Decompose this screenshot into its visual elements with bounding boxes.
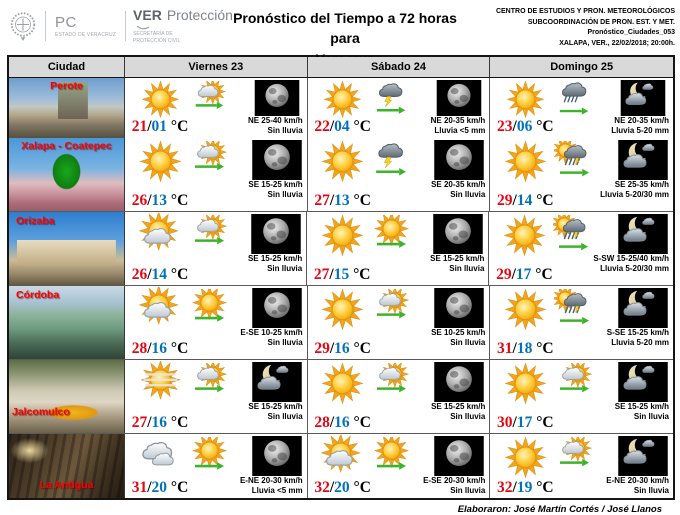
- forecast-cell: [308, 360, 491, 433]
- night-weather-icon: [617, 362, 669, 402]
- forecast-cell: [125, 212, 307, 285]
- morning-weather-icon: [504, 139, 547, 182]
- night-weather-icon: [251, 362, 303, 402]
- morning-weather-icon: [321, 361, 364, 404]
- morning-weather-icon: [321, 287, 364, 330]
- afternoon-weather-icon: [371, 141, 412, 182]
- divider: [125, 11, 126, 41]
- temperature: 28/16 °C: [131, 339, 189, 357]
- forecast-cell: [308, 138, 491, 211]
- ver-logo-subtitle-2: PROTECCIÓN CIVIL: [133, 37, 181, 44]
- city-label: Jalcomulco: [12, 406, 70, 418]
- afternoon-weather-icon: [371, 289, 412, 330]
- rain-forecast: Sin lluvia: [633, 486, 669, 496]
- morning-weather-icon: [139, 361, 182, 404]
- forecast-cell: [308, 434, 491, 498]
- rain-forecast: Sin lluvia: [450, 190, 486, 200]
- morning-weather-icon: [139, 435, 182, 478]
- rain-forecast: Lluvia <5 mm: [434, 126, 486, 136]
- city-cell-xalapa-coatepec: [9, 138, 125, 211]
- afternoon-weather-icon: [189, 363, 230, 404]
- temperature: 26/13 °C: [131, 191, 189, 209]
- temperature: 31/18 °C: [497, 339, 554, 357]
- night-weather-icon: [251, 436, 303, 476]
- afternoon-weather-icon: [372, 81, 411, 120]
- rain-forecast: Sin lluvia: [267, 126, 303, 136]
- forecast-cell: [490, 434, 673, 498]
- city-cell-la-antigua: [9, 434, 125, 498]
- afternoon-weather-icon: [554, 289, 595, 330]
- afternoon-weather-icon: [189, 289, 230, 330]
- org-line-4: XALAPA, VER., 22/02/2018; 20:00h.: [559, 39, 675, 47]
- table-row: [9, 138, 673, 212]
- table-row: [9, 212, 673, 286]
- morning-weather-icon: [321, 213, 364, 256]
- city-label: Xalapa - Coatepec: [21, 140, 112, 152]
- rain-forecast: Sin lluvia: [633, 412, 669, 422]
- forecast-cell: [125, 360, 308, 433]
- morning-weather-icon: [504, 435, 547, 478]
- night-weather-icon: [617, 214, 669, 254]
- city-label: Orizaba: [16, 215, 55, 227]
- forecast-cell: [308, 78, 491, 138]
- night-weather-icon: [617, 288, 669, 328]
- city-cell-jalcomulco: [9, 360, 125, 433]
- rain-forecast: Sin lluvia: [267, 264, 303, 274]
- wind-forecast: E-NE 20-30 km/h: [239, 476, 303, 485]
- ver-logo-text: VER: [133, 7, 162, 23]
- pc-logo: [53, 15, 118, 38]
- wind-forecast: E-NE 20-30 km/h: [606, 476, 669, 485]
- forecast-cell: [125, 138, 308, 211]
- table-row: [9, 434, 673, 498]
- city-cell-orizaba: [9, 212, 125, 285]
- forecast-cell: [490, 360, 673, 433]
- wind-forecast: E-SE 20-30 km/h: [423, 476, 486, 485]
- night-weather-icon: [251, 140, 303, 180]
- ver-proteccion-logo: [133, 8, 233, 44]
- afternoon-weather-icon: [554, 437, 595, 478]
- forecast-cell: [489, 212, 673, 285]
- wind-forecast: S-SW 15-25/40 km/h: [593, 254, 669, 263]
- night-weather-icon: [433, 140, 485, 180]
- afternoon-weather-icon: [371, 437, 412, 478]
- ver-logo-subtitle-1: SECRETARÍA DE: [133, 31, 173, 37]
- night-weather-icon: [433, 288, 485, 328]
- wind-forecast: SE 15-25 km/h: [248, 402, 303, 411]
- forecast-cell: [125, 286, 308, 359]
- wind-forecast: SE 25-35 km/h: [614, 180, 669, 189]
- wind-forecast: SE 10-25 km/h: [431, 328, 486, 337]
- col-header-sunday: Domingo 25: [490, 57, 673, 77]
- wind-forecast: S-SE 15-25 km/h: [606, 328, 669, 337]
- forecast-cell: [125, 78, 308, 138]
- logo-group: [8, 4, 233, 44]
- rain-forecast: Sin lluvia: [267, 190, 303, 200]
- org-info: [457, 4, 675, 49]
- col-header-friday: Viernes 23: [125, 57, 308, 77]
- pc-logo-text: PC: [55, 13, 77, 31]
- morning-weather-icon: [506, 79, 545, 118]
- wind-forecast: NE 25-40 km/h: [247, 116, 303, 125]
- table-row: [9, 360, 673, 434]
- table-row: [9, 286, 673, 360]
- temperature: 32/19 °C: [497, 478, 554, 496]
- wind-forecast: SE 15-25 km/h: [248, 180, 303, 189]
- wind-forecast: SE 15-25 km/h: [614, 402, 669, 411]
- header: [0, 0, 680, 53]
- temperature: 27/15 °C: [313, 265, 371, 283]
- rain-forecast: Lluvia 5-20 mm: [611, 126, 669, 136]
- night-weather-icon: [617, 80, 669, 116]
- morning-weather-icon: [139, 213, 182, 256]
- temperature: 29/16 °C: [314, 339, 371, 357]
- rain-forecast: Sin lluvia: [267, 338, 303, 348]
- night-weather-icon: [432, 214, 484, 254]
- temperature: 29/17 °C: [496, 265, 553, 283]
- city-label: Perote: [50, 80, 83, 92]
- afternoon-weather-icon: [555, 81, 594, 120]
- forecast-cell: [308, 286, 491, 359]
- rain-forecast: Sin lluvia: [450, 486, 486, 496]
- afternoon-weather-icon: [189, 215, 230, 256]
- rain-forecast: Sin lluvia: [450, 338, 486, 348]
- table-header-row: [9, 57, 673, 78]
- col-header-city: Ciudad: [9, 57, 125, 77]
- wind-forecast: E-SE 10-25 km/h: [240, 328, 303, 337]
- org-line-2: SUBCOORDINACIÓN DE PRON. EST. Y MET.: [527, 18, 675, 26]
- veracruz-seal-icon: [8, 8, 38, 44]
- morning-weather-icon: [321, 435, 364, 478]
- night-weather-icon: [250, 214, 302, 254]
- forecast-cell: [490, 78, 673, 138]
- col-header-saturday: Sábado 24: [308, 57, 491, 77]
- afternoon-weather-icon: [371, 215, 412, 256]
- rain-forecast: Sin lluvia: [449, 264, 485, 274]
- rain-forecast: Lluvia 5-20/30 mm: [600, 190, 669, 200]
- wind-forecast: SE 20-35 km/h: [431, 180, 486, 189]
- night-weather-icon: [251, 288, 303, 328]
- pc-logo-subtitle: ESTADO DE VERACRUZ: [55, 31, 117, 38]
- table-row: [9, 78, 673, 138]
- wind-forecast: SE 15-25 km/h: [247, 254, 303, 263]
- page-title-line-1: Pronóstico del Tiempo a 72 horas para: [233, 10, 457, 47]
- rain-forecast: Sin lluvia: [267, 412, 303, 422]
- org-line-1: CENTRO DE ESTUDIOS Y PRON. METEOROLÓGICOS: [495, 8, 675, 15]
- night-weather-icon: [617, 436, 669, 476]
- temperature: 28/16 °C: [314, 413, 371, 431]
- afternoon-weather-icon: [190, 81, 229, 120]
- wind-forecast: NE 20-35 km/h: [614, 116, 669, 125]
- credits: Elaboraron: José Martín Cortés / José Llanos: [457, 504, 662, 515]
- morning-weather-icon: [321, 139, 364, 182]
- rain-forecast: Lluvia <5 mm: [251, 486, 303, 496]
- city-cell-cordoba: [9, 286, 125, 359]
- forecast-cell: [490, 138, 673, 211]
- temperature: 21/01 °C: [131, 118, 189, 136]
- temperature: 30/17 °C: [497, 413, 554, 431]
- city-label: La Antigua: [39, 479, 94, 491]
- rain-forecast: Lluvia 5-20 mm: [611, 338, 669, 348]
- proteccion-logo-text: Protección: [166, 7, 233, 23]
- forecast-cell: [490, 286, 673, 359]
- temperature: 27/13 °C: [314, 191, 371, 209]
- afternoon-weather-icon: [554, 141, 595, 182]
- morning-weather-icon: [504, 287, 547, 330]
- night-weather-icon: [251, 80, 303, 116]
- afternoon-weather-icon: [553, 215, 594, 256]
- night-weather-icon: [433, 80, 485, 116]
- org-line-3: Pronóstico_Ciudades_053: [587, 29, 675, 36]
- forecast-cell: [125, 434, 308, 498]
- wind-forecast: SE 15-25 km/h: [431, 402, 486, 411]
- morning-weather-icon: [139, 287, 182, 330]
- forecast-table: [7, 55, 675, 500]
- swoosh-icon: [134, 25, 160, 30]
- morning-weather-icon: [141, 79, 180, 118]
- morning-weather-icon: [139, 139, 182, 182]
- temperature: 23/06 °C: [497, 118, 554, 136]
- afternoon-weather-icon: [554, 363, 595, 404]
- city-cell-perote: [9, 78, 125, 138]
- afternoon-weather-icon: [189, 141, 230, 182]
- temperature: 32/20 °C: [314, 478, 371, 496]
- morning-weather-icon: [503, 213, 546, 256]
- morning-weather-icon: [323, 79, 362, 118]
- temperature: 26/14 °C: [131, 265, 189, 283]
- night-weather-icon: [433, 436, 485, 476]
- afternoon-weather-icon: [189, 437, 230, 478]
- rain-forecast: Sin lluvia: [450, 412, 486, 422]
- afternoon-weather-icon: [371, 363, 412, 404]
- divider: [45, 11, 46, 41]
- night-weather-icon: [617, 140, 669, 180]
- rain-forecast: Lluvia 5-20/30 mm: [600, 264, 669, 274]
- temperature: 29/14 °C: [497, 191, 554, 209]
- temperature: 31/20 °C: [131, 478, 189, 496]
- wind-forecast: NE 20-35 km/h: [430, 116, 486, 125]
- temperature: 27/16 °C: [131, 413, 189, 431]
- city-label: Córdoba: [16, 289, 60, 301]
- forecast-cell: [307, 212, 489, 285]
- night-weather-icon: [433, 362, 485, 402]
- temperature: 22/04 °C: [314, 118, 371, 136]
- wind-forecast: SE 15-25 km/h: [430, 254, 485, 263]
- morning-weather-icon: [504, 361, 547, 404]
